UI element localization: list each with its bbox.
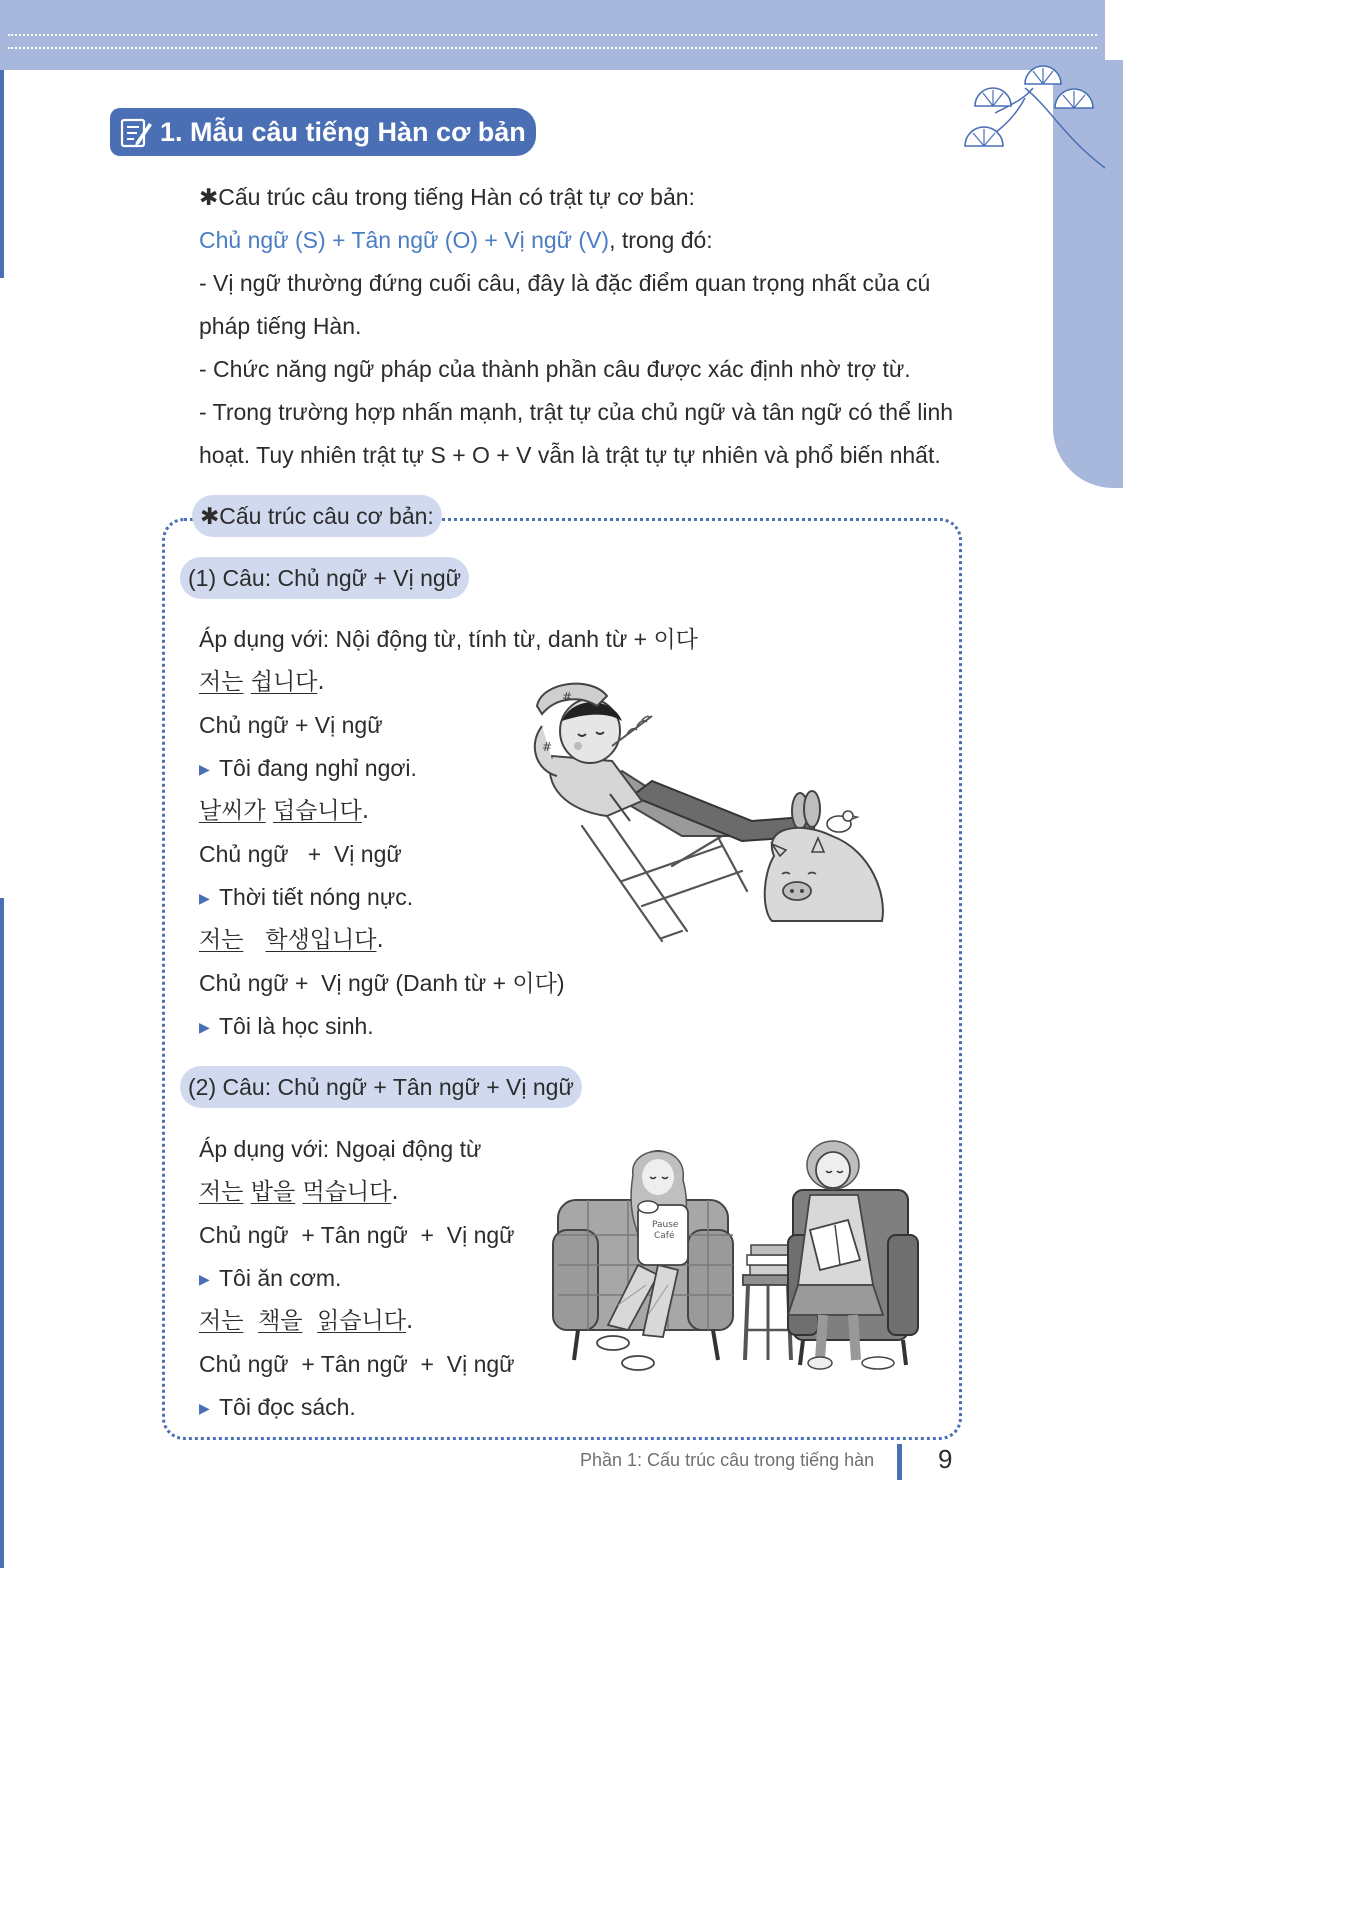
svg-text:#: # [542,740,553,754]
example-5-meaning [199,1392,356,1423]
intro-formula-line [199,225,713,255]
example-4-meaning [199,1263,341,1294]
example-4-gloss: Chủ ngữ + Tân ngữ + Vị ngữ [199,1222,515,1248]
example-4-meaning-text: Tôi ăn cơm. [219,1265,342,1291]
example-1-meaning-text: Tôi đang nghỉ ngơi. [219,755,417,781]
korean-subject: 저는 [199,1179,244,1205]
note-pencil-icon [118,114,154,150]
group-1-apply [199,624,698,654]
triangle-bullet-icon: ▶ [199,890,210,906]
example-5-korean [199,1306,413,1336]
korean-predicate: 쉽니다 [250,669,318,695]
section-title [110,108,536,156]
mug-text-pause: Pause [652,1220,679,1230]
example-3-meaning [199,1011,374,1042]
example-5-meaning-text: Tôi đọc sách. [219,1394,356,1420]
top-band [0,0,1105,70]
group-2-heading: (2) Câu: Chủ ngữ + Tân ngữ + Vị ngữ [180,1066,582,1108]
intro-line-3: - Vị ngữ thường đứng cuối câu, đây là đặc điểm quan trọng nhất của cú [199,270,931,296]
basic-structure-text: Cấu trúc câu cơ bản: [219,503,434,529]
left-edge-accent-top [0,70,4,278]
mug-text-cafe: Café [654,1231,675,1241]
example-3-meaning-text: Tôi là học sinh. [219,1013,374,1039]
formula-tail: , trong đó: [609,227,713,253]
korean-predicate: 덥습니다 [272,798,362,824]
section-title-text: 1. Mẫu câu tiếng Hàn cơ bản [160,116,526,147]
triangle-bullet-icon: ▶ [199,1400,210,1416]
triangle-bullet-icon: ▶ [199,761,210,777]
triangle-bullet-icon: ▶ [199,1019,210,1035]
example-2-meaning [199,882,413,913]
example-3-gloss: Chủ ngữ + Vị ngữ (Danh từ + 이다) [199,970,565,996]
korean-object: 밥을 [250,1179,296,1205]
footer-chapter-label: Phần 1: Cấu trúc câu trong tiếng hàn [580,1450,875,1470]
intro-line-6: - Trong trường hợp nhấn mạnh, trật tự của chủ ngữ và tân ngữ có thể linh [199,399,954,425]
korean-predicate: 읽습니다 [317,1308,406,1334]
dotted-line-bottom [8,47,1097,49]
intro-line-1 [199,182,695,212]
example-5-gloss: Chủ ngữ + Tân ngữ + Vị ngữ [199,1351,515,1377]
basic-structure-label [192,495,442,537]
korean-period: . [376,927,384,953]
example-3-korean [199,925,384,955]
korean-object: 책을 [258,1308,303,1334]
intro-line-5: - Chức năng ngữ pháp của thành phần câu được xác định nhờ trợ từ. [199,356,911,382]
intro-line-7: hoạt. Tuy nhiên trật tự S + O + V vẫn là trật tự tự nhiên và phổ biến nhất. [199,442,941,468]
intro-line-4: pháp tiếng Hàn. [199,313,362,339]
intro-line-1-text: Cấu trúc câu trong tiếng Hàn có trật tự cơ bản: [218,184,695,210]
korean-subject: 날씨가 [199,798,266,824]
dotted-line-top [8,34,1097,36]
sov-formula: Chủ ngữ (S) + Tân ngữ (O) + Vị ngữ (V) [199,227,610,253]
example-1-korean [199,667,325,697]
korean-period: . [361,798,370,824]
triangle-bullet-icon: ▶ [199,1271,210,1287]
example-1-gloss: Chủ ngữ + Vị ngữ [199,712,383,738]
page-number: 9 [938,1444,953,1474]
group-2-apply: Áp dụng với: Ngoại động từ [199,1136,482,1162]
korean-subject: 저는 [199,1308,244,1334]
group-1-apply-text: Áp dụng với: Nội động từ, tính từ, danh từ + 이다 [199,626,698,652]
example-1-meaning [199,753,417,784]
footer-divider [897,1444,902,1480]
boy-relaxing-illustration [512,676,902,951]
left-edge-accent-bottom [0,898,4,1568]
umbrella-flowers-decoration [955,58,1105,178]
asterisk-icon: ✱ [199,184,219,210]
korean-subject: 저는 [199,669,244,695]
korean-period: . [391,1179,399,1205]
korean-predicate: 먹습니다 [302,1179,392,1205]
girls-in-armchairs-illustration [548,1135,923,1380]
group-1-heading: (1) Câu: Chủ ngữ + Vị ngữ [180,557,469,599]
example-4-korean [199,1177,399,1207]
korean-period: . [406,1308,414,1334]
korean-predicate: 학생입니다 [265,927,377,953]
korean-period: . [317,669,325,695]
example-2-gloss: Chủ ngữ + Vị ngữ [199,841,402,867]
example-2-meaning-text: Thời tiết nóng nực. [219,884,414,910]
korean-subject: 저는 [199,927,244,953]
svg-text:#: # [562,690,573,704]
asterisk-icon: ✱ [200,503,220,529]
example-2-korean [199,796,369,826]
